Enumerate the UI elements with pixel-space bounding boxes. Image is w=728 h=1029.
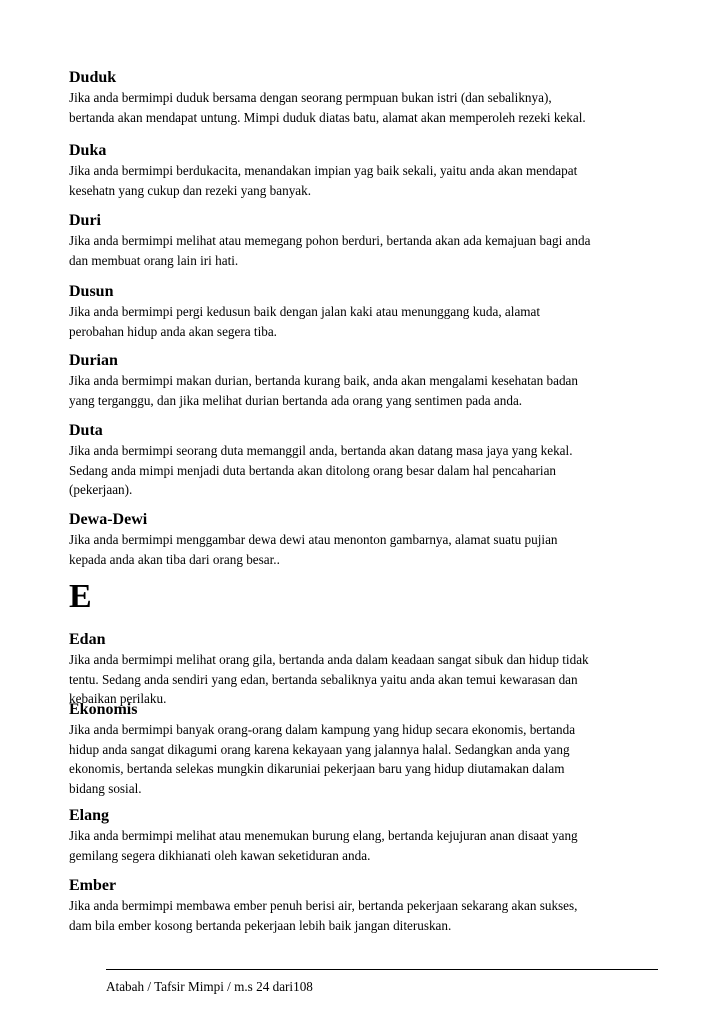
- entry-duduk: [69, 68, 669, 127]
- entry-term: Duta: [69, 422, 103, 439]
- entry-term: Ekonomis: [69, 701, 138, 718]
- entry-term: Elang: [69, 807, 110, 824]
- entry-definition: Jika anda bermimpi melihat orang gila, bertanda anda dalam keadaan sangat sibuk dan hidup tidak tentu. Sedang anda sendiri yang edan, bertanda sebaliknya yaitu anda akan temui kewarasan dan kebaikan perilaku.: [69, 652, 589, 706]
- section-letter: E: [69, 578, 92, 615]
- entry-definition: Jika anda bermimpi melihat atau menemukan burung elang, bertanda kejujuran anan disaat yang gemilang segera dikhianati oleh kawan seketiduran anda.: [69, 828, 578, 863]
- entry-dusun: [69, 282, 669, 341]
- entry-definition: Jika anda bermimpi banyak orang-orang dalam kampung yang hidup secara ekonomis, bertanda hidup anda sangat dikagumi orang karena kekayaan yang jalannya halal. Sedangkan anda yang ekonomis, bertanda selekas mungkin dikaruniai pekerjaan baru yang hidup diutamakan dalam bidang sosial.: [69, 722, 576, 796]
- entry-duka: [69, 141, 669, 200]
- entry-definition: Jika anda bermimpi melihat atau memegang pohon berduri, bertanda akan ada kemajuan bagi anda dan membuat orang lain iri hati.: [69, 233, 591, 268]
- entry-definition: Jika anda bermimpi seorang duta memanggil anda, bertanda akan datang masa jaya yang kekal. Sedang anda mimpi menjadi duta bertanda akan ditolong orang besar dalam hal pencaharian (pekerjaan).: [69, 443, 573, 497]
- entry-term: Ember: [69, 877, 117, 894]
- entry-edan: [69, 630, 669, 709]
- entry-term: Duka: [69, 142, 107, 159]
- footer-divider: [106, 969, 658, 970]
- entry-duri: [69, 211, 669, 270]
- entry-definition: Jika anda bermimpi makan durian, bertanda kurang baik, anda akan mengalami kesehatan badan yang terganggu, dan jika melihat durian bertanda ada orang yang sentimen pada anda.: [69, 373, 578, 408]
- entry-dewa-dewi: [69, 510, 669, 569]
- footer-text: Atabah / Tafsir Mimpi / m.s 24 dari108: [106, 979, 313, 994]
- entry-definition: Jika anda bermimpi berdukacita, menandakan impian yag baik sekali, yaitu anda akan mendapat kesehatn yang cukup dan rezeki yang banyak.: [69, 163, 578, 198]
- entry-durian: [69, 351, 669, 410]
- entry-definition: Jika anda bermimpi membawa ember penuh berisi air, bertanda pekerjaan sekarang akan sukses, dam bila ember kosong bertanda pekerjaan lebih baik jangan diteruskan.: [69, 898, 578, 933]
- entry-term: Dusun: [69, 283, 114, 300]
- entry-ekonomis: [69, 700, 669, 798]
- entry-duta: [69, 421, 669, 500]
- entry-term: Durian: [69, 352, 118, 369]
- entry-definition: Jika anda bermimpi pergi kedusun baik dengan jalan kaki atau menunggang kuda, alamat perobahan hidup anda akan segera tiba.: [69, 304, 541, 339]
- entry-term: Duri: [69, 212, 101, 229]
- entry-term: Duduk: [69, 69, 117, 86]
- entry-ember: [69, 876, 669, 935]
- entry-term: Edan: [69, 631, 106, 648]
- entry-elang: [69, 806, 669, 865]
- entry-definition: Jika anda bermimpi duduk bersama dengan seorang permpuan bukan istri (dan sebaliknya), bertanda akan mendapat untung. Mimpi duduk diatas batu, alamat akan memperoleh rezeki kekal.: [69, 90, 586, 125]
- entry-definition: Jika anda bermimpi menggambar dewa dewi atau menonton gambarnya, alamat suatu pujian kepada anda akan tiba dari orang besar..: [69, 532, 558, 567]
- entry-term: Dewa-Dewi: [69, 511, 148, 528]
